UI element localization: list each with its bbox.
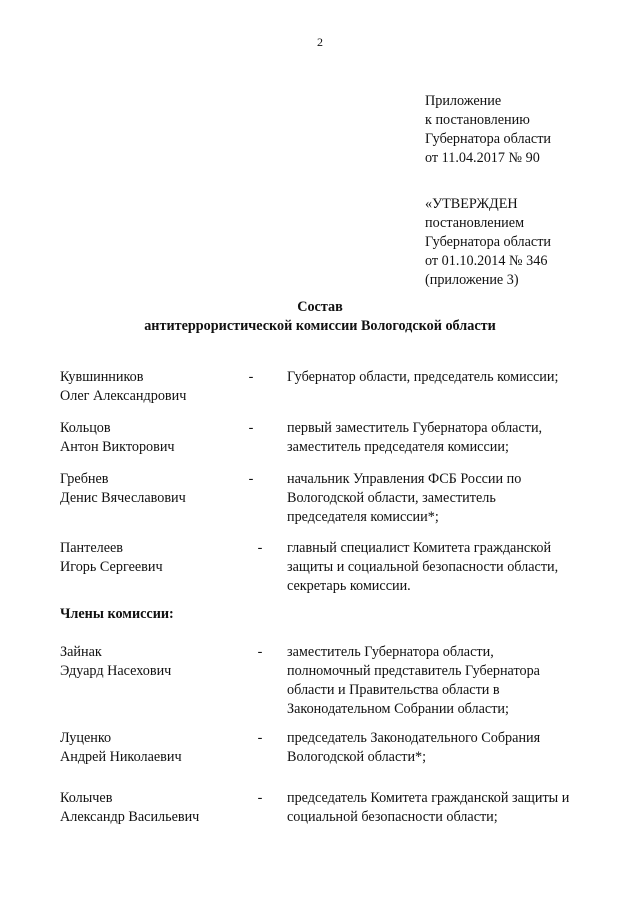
- row-dash: -: [248, 471, 254, 487]
- approved-line: от 01.10.2014 № 346: [425, 253, 548, 269]
- role-line: социальной безопасности области;: [287, 809, 498, 825]
- title-line-2: антитеррористической комиссии Вологодской области: [144, 318, 496, 334]
- role-line: заместитель Губернатора области,: [287, 644, 494, 660]
- role-line: председатель Комитета гражданской защиты и: [287, 790, 570, 806]
- person-name: [60, 419, 175, 457]
- person-role: [287, 419, 542, 457]
- approved-block: [425, 195, 551, 290]
- person-surname: Колычев: [60, 790, 113, 806]
- role-line: Законодательном Собрании области;: [287, 701, 509, 717]
- role-line: Вологодской области, заместитель: [287, 490, 496, 506]
- person-role: [287, 729, 540, 767]
- row-dash: -: [248, 369, 254, 385]
- role-line: заместитель председателя комиссии;: [287, 439, 509, 455]
- appendix-line: к постановлению: [425, 112, 530, 128]
- person-given-names: Александр Васильевич: [60, 809, 200, 825]
- role-line: секретарь комиссии.: [287, 578, 411, 594]
- person-name: [60, 789, 199, 827]
- members-heading: Члены комиссии:: [60, 606, 174, 622]
- person-given-names: Эдуард Насехович: [60, 663, 172, 679]
- role-line: полномочный представитель Губернатора: [287, 663, 540, 679]
- person-name: [60, 729, 182, 767]
- role-line: Вологодской области*;: [287, 749, 427, 765]
- approved-line: Губернатора области: [425, 234, 551, 250]
- person-role: [287, 789, 569, 827]
- role-line: председатель Законодательного Собрания: [287, 730, 541, 746]
- role-line: председателя комиссии*;: [287, 509, 439, 525]
- role-line: области и Правительства области в: [287, 682, 500, 698]
- person-surname: Луценко: [60, 730, 112, 746]
- person-surname: Зайнак: [60, 644, 102, 660]
- appendix-block: [425, 92, 551, 168]
- role-line: начальник Управления ФСБ России по: [287, 471, 522, 487]
- row-dash: -: [257, 540, 263, 556]
- person-role: [287, 539, 558, 596]
- role-line: защиты и социальной безопасности области,: [287, 559, 559, 575]
- approved-line: (приложение 3): [425, 272, 519, 288]
- approved-line: «УТВЕРЖДЕН: [425, 196, 518, 212]
- role-line: Губернатор области, председатель комиссии;: [287, 369, 559, 385]
- person-given-names: Денис Вячеславович: [60, 490, 186, 506]
- person-given-names: Олег Александрович: [60, 388, 187, 404]
- row-dash: -: [257, 730, 263, 746]
- appendix-line: Приложение: [425, 93, 502, 109]
- person-given-names: Андрей Николаевич: [60, 749, 182, 765]
- person-name: [60, 643, 171, 681]
- person-role: [287, 368, 558, 387]
- person-surname: Кувшинников: [60, 369, 144, 385]
- person-given-names: Антон Викторович: [60, 439, 175, 455]
- appendix-line: Губернатора области: [425, 131, 551, 147]
- role-line: главный специалист Комитета гражданской: [287, 540, 552, 556]
- person-name: [60, 539, 163, 577]
- row-dash: -: [248, 420, 254, 436]
- approved-line: постановлением: [425, 215, 525, 231]
- row-dash: -: [257, 644, 263, 660]
- person-surname: Кольцов: [60, 420, 111, 436]
- person-surname: Гребнев: [60, 471, 109, 487]
- document-title: [0, 298, 640, 336]
- person-surname: Пантелеев: [60, 540, 124, 556]
- person-name: [60, 470, 186, 508]
- page-number: 2: [317, 35, 323, 49]
- role-line: первый заместитель Губернатора области,: [287, 420, 543, 436]
- person-role: [287, 470, 521, 527]
- person-name: [60, 368, 186, 406]
- title-line-1: Состав: [297, 299, 343, 315]
- appendix-line: от 11.04.2017 № 90: [425, 150, 540, 166]
- row-dash: -: [257, 790, 263, 806]
- person-given-names: Игорь Сергеевич: [60, 559, 163, 575]
- person-role: [287, 643, 540, 719]
